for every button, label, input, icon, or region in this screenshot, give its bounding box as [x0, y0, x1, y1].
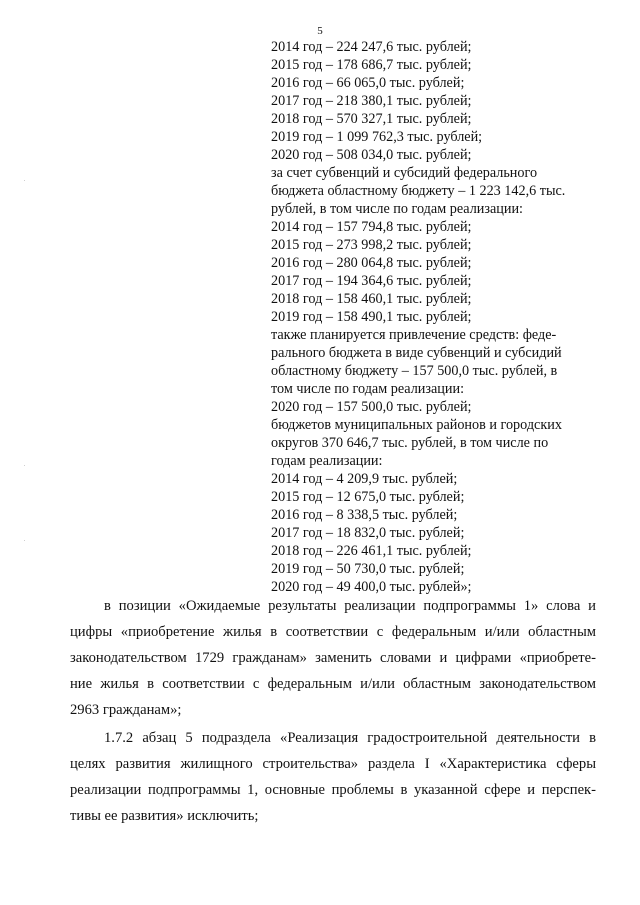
funding-line: рального бюджета в виде субвенций и субсидий — [271, 345, 562, 361]
funding-line: 2016 год – 8 338,5 тыс. рублей; — [271, 507, 458, 523]
funding-line: 2014 год – 224 247,6 тыс. рублей; — [271, 39, 472, 55]
paragraph-line: цифры «приобретение жилья в соответствии с федеральным и/или областным — [70, 624, 596, 640]
funding-line: 2014 год – 4 209,9 тыс. рублей; — [271, 471, 458, 487]
paragraph-line: 2963 гражданам»; — [70, 702, 182, 718]
paragraph-line: законодательством 1729 гражданам» заменить словами и цифрами «приобрете- — [70, 650, 596, 666]
funding-line: 2017 год – 218 380,1 тыс. рублей; — [271, 93, 472, 109]
funding-line: 2016 год – 66 065,0 тыс. рублей; — [271, 75, 465, 91]
paragraph-1-7-2 — [70, 725, 596, 829]
funding-line: 2016 год – 280 064,8 тыс. рублей; — [271, 255, 472, 271]
funding-line: 2019 год – 50 730,0 тыс. рублей; — [271, 561, 465, 577]
funding-line: 2014 год – 157 794,8 тыс. рублей; — [271, 219, 472, 235]
funding-line: том числе по годам реализации: — [271, 381, 465, 397]
funding-line: 2018 год – 158 460,1 тыс. рублей; — [271, 291, 472, 307]
funding-line: 2017 год – 18 832,0 тыс. рублей; — [271, 525, 465, 541]
funding-line: рублей, в том числе по годам реализации: — [271, 201, 523, 217]
paragraph-line: целях развития жилищного строительства» раздела I «Характеристика сферы — [70, 756, 596, 772]
paragraph-expected-results — [70, 593, 596, 723]
funding-line: 2018 год – 226 461,1 тыс. рублей; — [271, 543, 472, 559]
scan-speck — [24, 540, 25, 541]
funding-line: 2020 год – 157 500,0 тыс. рублей; — [271, 399, 472, 415]
funding-line: 2015 год – 12 675,0 тыс. рублей; — [271, 489, 465, 505]
funding-line: 2017 год – 194 364,6 тыс. рублей; — [271, 273, 472, 289]
funding-line: за счет субвенций и субсидий федерального — [271, 165, 538, 181]
funding-line: 2020 год – 508 034,0 тыс. рублей; — [271, 147, 472, 163]
paragraph-line: в позиции «Ожидаемые результаты реализации подпрограммы 1» слова и — [104, 598, 596, 614]
paragraph-line: реализации подпрограммы 1, основные проблемы в указанной сфере и перспек- — [70, 782, 596, 798]
scan-speck — [24, 465, 25, 466]
funding-line: бюджетов муниципальных районов и городских — [271, 417, 562, 433]
funding-line: 2015 год – 178 686,7 тыс. рублей; — [271, 57, 472, 73]
funding-line: 2019 год – 158 490,1 тыс. рублей; — [271, 309, 472, 325]
funding-line: 2018 год – 570 327,1 тыс. рублей; — [271, 111, 472, 127]
funding-line: 2019 год – 1 099 762,3 тыс. рублей; — [271, 129, 483, 145]
funding-line: округов 370 646,7 тыс. рублей, в том числе по — [271, 435, 549, 451]
scan-speck — [24, 180, 25, 181]
funding-line: областному бюджету – 157 500,0 тыс. рублей, в — [271, 363, 558, 379]
funding-line: также планируется привлечение средств: феде- — [271, 327, 557, 343]
page-number: 5 — [317, 25, 323, 37]
funding-line: годам реализации: — [271, 453, 383, 469]
paragraph-line: 1.7.2 абзац 5 подраздела «Реализация градостроительной деятельности в — [104, 730, 596, 746]
paragraph-line: ние жилья в соответствии с федеральным и/или областным законодательством — [70, 676, 596, 692]
paragraph-line: тивы ее развития» исключить; — [70, 808, 259, 824]
funding-column — [271, 38, 601, 596]
funding-line: 2020 год – 49 400,0 тыс. рублей»; — [271, 579, 472, 595]
funding-line: 2015 год – 273 998,2 тыс. рублей; — [271, 237, 472, 253]
funding-line: бюджета областному бюджету – 1 223 142,6 тыс. — [271, 183, 566, 199]
